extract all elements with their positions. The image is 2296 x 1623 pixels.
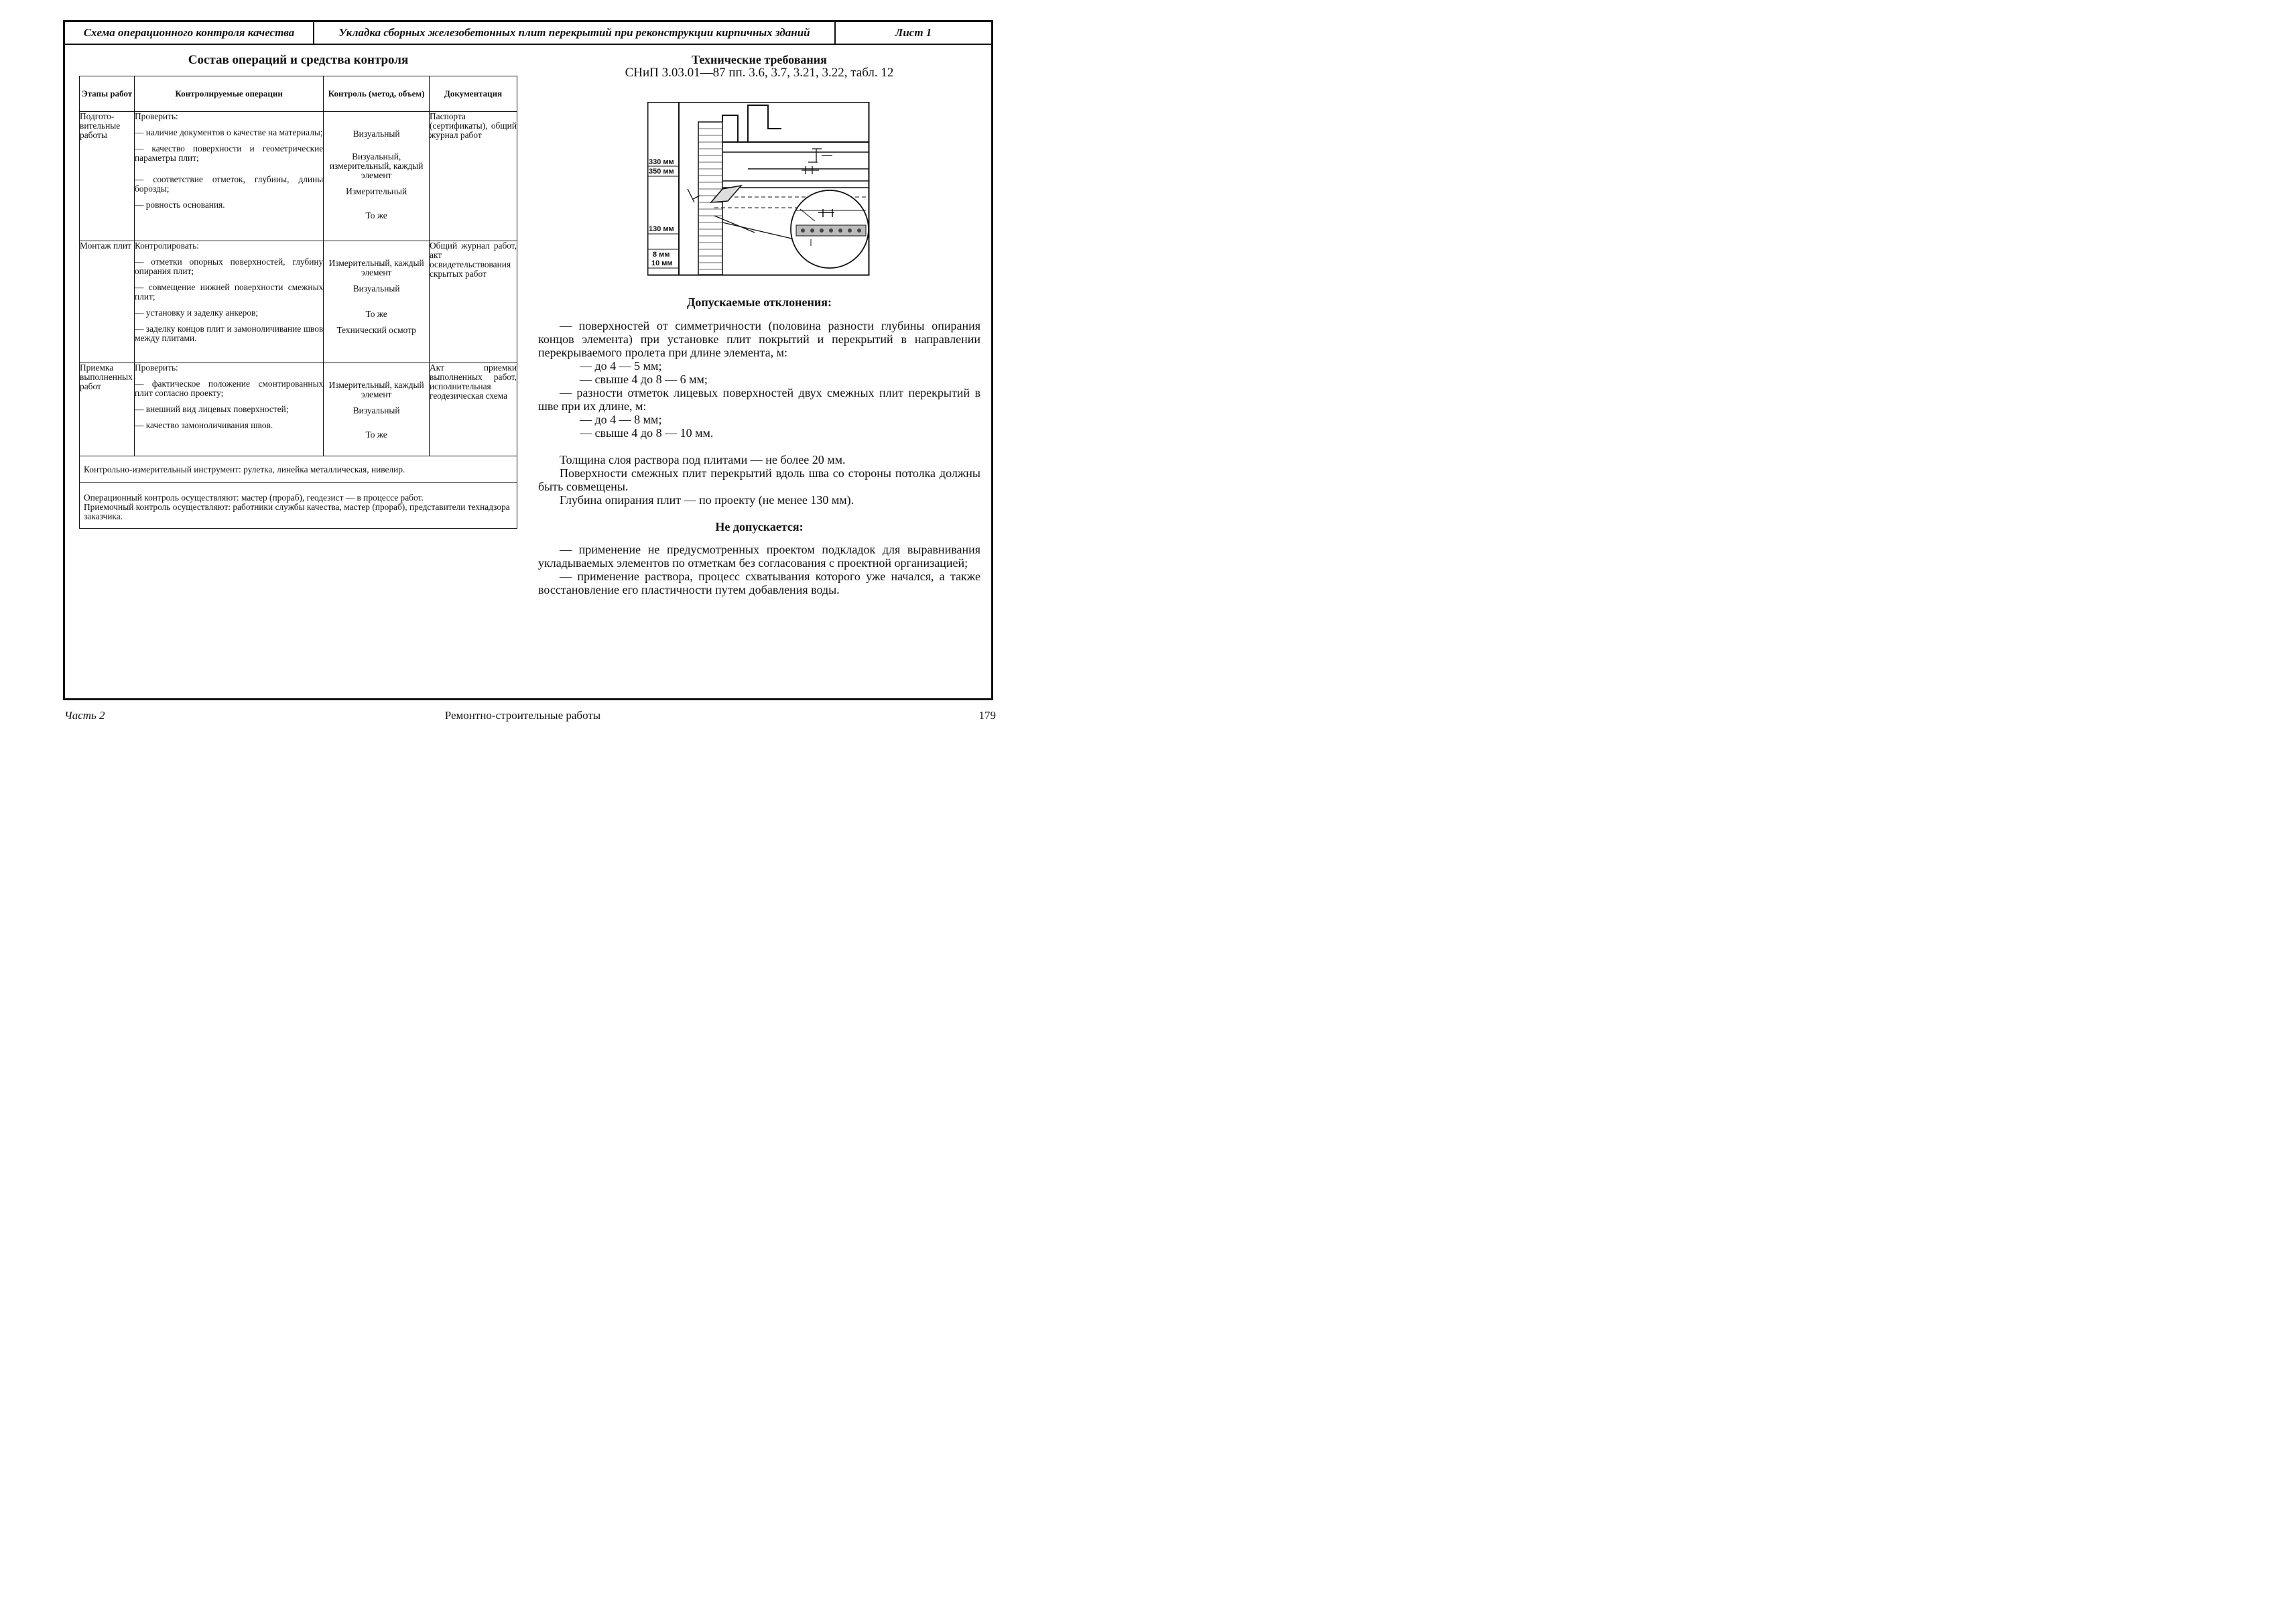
ctrl-item: Технический осмотр <box>336 325 416 335</box>
ctrl-item: Визуальный <box>353 283 400 294</box>
op-item: — отметки опорных поверхностей, глубину опирания плит; <box>134 257 324 276</box>
ctrl-item: То же <box>365 430 387 440</box>
footer-title: Ремонтно-строительные работы <box>444 709 601 722</box>
stage-cell: Монтаж плит <box>80 241 135 363</box>
spacer <box>538 440 980 453</box>
control-row <box>80 483 517 529</box>
ops-lead: Контролировать: <box>134 241 199 251</box>
table-row <box>80 112 517 241</box>
dim-8: 8 мм <box>653 251 670 259</box>
prohibited-item: — применение раствора, процесс схватывания которого уже начался, а также восстановление его пластичности путем добавления воды. <box>538 570 980 596</box>
op-item: — ровность основания. <box>134 200 225 210</box>
ops-lead: Проверить: <box>134 111 178 121</box>
th-stages: Этапы работ <box>80 76 135 112</box>
op-item: — наличие документов о качестве на материалы; <box>134 127 323 137</box>
th-docs: Документация <box>430 76 517 112</box>
prohibited-block <box>538 543 980 596</box>
footer-part: Часть 2 <box>64 709 105 722</box>
doc-cell: Общий журнал работ, акт освидетельствования скрытых работ <box>430 241 517 363</box>
deviation-subitem: — свыше 4 до 8 — 6 мм; <box>580 373 708 386</box>
page-number: 179 <box>978 709 996 722</box>
header-scheme: Схема операционного контроля качества <box>65 22 314 44</box>
deviations-title: Допускаемые отклонения: <box>687 296 832 309</box>
control-acceptance: Приемочный контроль осуществляют: работники службы качества, мастер (прораб), представители технадзора заказчика. <box>84 502 510 521</box>
header-sheet: Лист 1 <box>895 26 932 39</box>
doc-cell: Акт приемки выполненных работ, исполнительная геодезическая схема <box>430 363 517 456</box>
ctrl-item: Измерительный, каждый элемент <box>328 258 424 277</box>
control-cell-note <box>80 483 517 529</box>
deviation-subitem: — свыше 4 до 8 — 10 мм. <box>580 426 714 440</box>
op-item: — качество замоноличивания швов. <box>134 420 273 430</box>
control-operational: Операционный контроль осуществляют: мастер (прораб), геодезист — в процессе работ. <box>84 493 424 503</box>
deviation-subitem: — до 4 — 8 мм; <box>580 413 662 426</box>
prohibited-item: — применение не предусмотренных проектом подкладок для выравнивания укладываемых элементов по отметкам без согласования с проектной организацией; <box>538 543 980 570</box>
tools-cell: Контрольно-измерительный инструмент: рулетка, линейка металлическая, нивелир. <box>80 456 517 483</box>
operations-table <box>79 76 517 529</box>
dim-350: 350 мм <box>649 168 674 176</box>
control-cell <box>324 363 430 456</box>
operations-cell <box>134 112 323 241</box>
deviations-block <box>538 319 980 507</box>
op-item: — внешний вид лицевых поверхностей; <box>134 404 289 414</box>
ctrl-item: Визуальный <box>353 129 400 139</box>
requirement-item: Толщина слоя раствора под плитами — не более 20 мм. <box>560 453 846 466</box>
stage-cell: Приемка выполненных работ <box>80 363 135 456</box>
deviation-item: — поверхностей от симметричности (половина разности глубины опирания концов элемента) при установке плит покрытий и перекрытий в направлении перекрываемого пролета при длине элемента, м: <box>538 319 980 359</box>
operations-cell <box>134 363 323 456</box>
requirement-item: Поверхности смежных плит перекрытий вдоль шва со стороны потолка должны быть совмещены. <box>538 466 980 493</box>
ctrl-item: Измерительный, каждый элемент <box>328 380 424 399</box>
header-bar <box>65 22 991 45</box>
ctrl-item: Измерительный <box>346 186 407 196</box>
control-cell <box>324 112 430 241</box>
detail-circle <box>791 190 869 268</box>
op-item: — заделку концов плит и замоноличивание швов между плитами. <box>134 324 324 343</box>
ctrl-item: То же <box>365 309 387 319</box>
header-title: Укладка сборных железобетонных плит перекрытий при реконструкции кирпичных зданий <box>314 22 836 44</box>
ctrl-item: Визуальный <box>353 405 400 415</box>
ops-lead: Проверить: <box>134 363 178 373</box>
stage-cell: Подгото-вительные работы <box>80 112 135 241</box>
deviation-subitem: — до 4 — 5 мм; <box>580 359 662 373</box>
control-cell <box>324 241 430 363</box>
prohibited-title: Не допускается: <box>715 520 804 533</box>
left-section-title: Состав операций и средства контроля <box>188 53 409 67</box>
dim-330: 330 мм <box>649 158 674 166</box>
op-item: — установку и заделку анкеров; <box>134 308 259 318</box>
ctrl-item: То же <box>365 210 387 220</box>
op-item: — качество поверхности и геометрические параметры плит; <box>134 143 324 163</box>
table-header-row <box>80 76 517 112</box>
table-row <box>80 363 517 456</box>
op-item: — совмещение нижней поверхности смежных плит; <box>134 282 324 302</box>
op-item: — соответствие отметок, глубины, длины борозды; <box>134 174 324 194</box>
requirement-item: Глубина опирания плит — по проекту (не менее 130 мм). <box>560 493 854 507</box>
dim-130: 130 мм <box>649 225 674 233</box>
th-operations: Контролируемые операции <box>134 76 323 112</box>
deviation-item: — разности отметок лицевых поверхностей двух смежных плит перекрытий в шве при их длине, м: <box>538 386 980 413</box>
doc-cell: Паспорта (сертификаты), общий журнал работ <box>430 112 517 241</box>
op-item: — фактическое положение смонтированных плит согласно проекту; <box>134 379 324 398</box>
tools-row <box>80 456 517 483</box>
ctrl-item: Визуальный, измерительный, каждый элемент <box>329 151 424 180</box>
dim-10: 10 мм <box>651 259 673 267</box>
tech-requirements-title: Технические требования <box>692 53 827 66</box>
operations-cell <box>134 241 323 363</box>
th-control: Контроль (метод, объем) <box>324 76 430 112</box>
snip-reference: СНиП 3.03.01—87 пп. 3.6, 3.7, 3.21, 3.22, табл. 12 <box>625 66 894 80</box>
slab-support-diagram <box>647 102 870 276</box>
table-row <box>80 241 517 363</box>
